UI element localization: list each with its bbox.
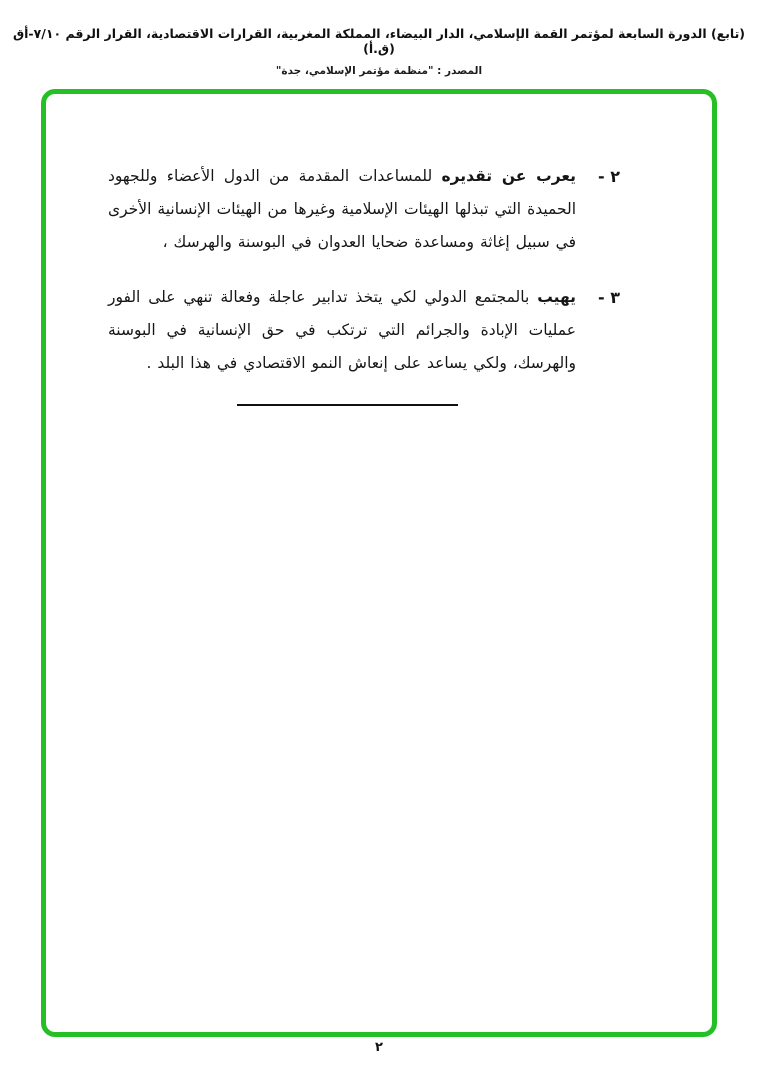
clause-body-text: للمساعدات المقدمة من الدول الأعضاء وللجهود الحميدة التي تبذلها الهيئات الإسلامية وغيرها من الهيئات الإنسانية الأخرى في سبيل إغاثة ومساعدة ضحايا العدوان في البوسنة والهرسك ، [108,167,576,251]
clause-number: ٣ - [598,288,620,307]
clause-text [108,281,576,380]
clause-lead-phrase: يعرب عن تقديره [441,167,576,185]
clause-item-2 [108,160,620,259]
clause-lead-phrase: يهيب [537,288,576,306]
header-citation-line: (تابع) الدورة السابعة لمؤتمر القمة الإسلامي، الدار البيضاء، المملكة المغربية، القرارات الاقتصادية، القرار الرقم ٧/١٠-أق (ق.أ) [12,26,746,56]
section-divider [237,404,458,406]
page-number: ٢ [375,1040,383,1055]
clause-text [108,160,576,259]
document-header [0,26,758,77]
clause-item-3 [108,281,620,380]
header-source-line: المصدر : "منظمة مؤتمر الإسلامي، جدة" [275,65,483,77]
resolution-body [108,160,620,402]
clause-body-text: بالمجتمع الدولي لكي يتخذ تدابير عاجلة وفعالة تنهي على الفور عمليات الإبادة والجرائم التي ترتكب في حق الإنسانية في البوسنة والهرسك، ولكي يساعد على إنعاش النمو الاقتصادي في هذا البلد . [108,288,576,372]
clause-number: ٢ - [598,167,620,186]
